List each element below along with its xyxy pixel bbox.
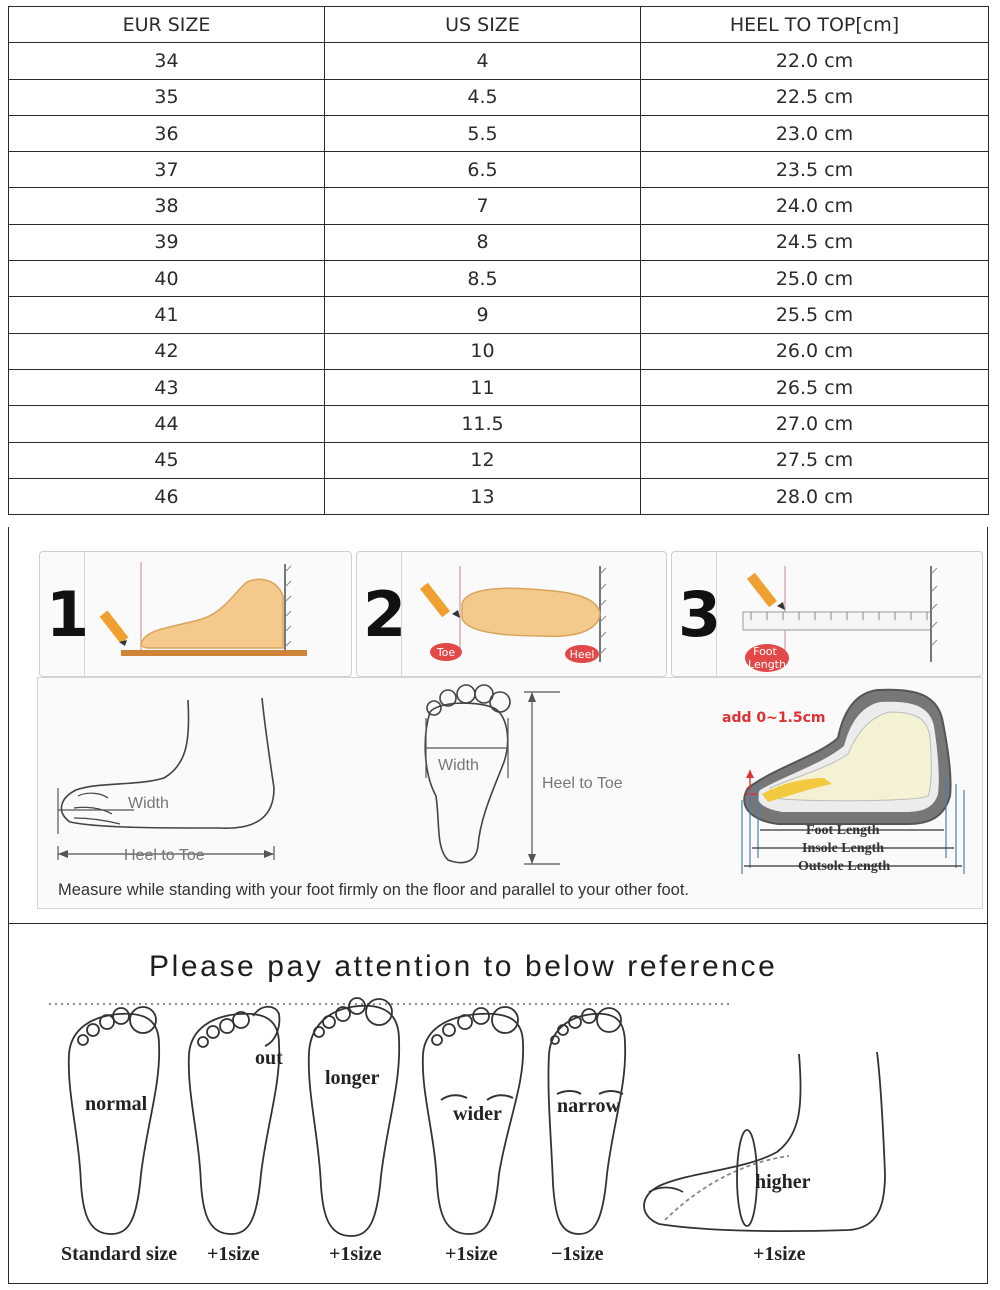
eur-size-cell: 43: [9, 369, 325, 405]
heel-to-top-cell: 24.0 cm: [641, 188, 989, 224]
step-3-panel: [671, 551, 983, 677]
us-size-cell: 5.5: [325, 115, 641, 151]
us-size-cell: 11.5: [325, 406, 641, 442]
header-us-size: US SIZE: [325, 7, 641, 43]
table-header-row: [9, 7, 989, 43]
us-size-cell: 8.5: [325, 261, 641, 297]
side-width-label: Width: [128, 795, 169, 812]
header-eur-size: EUR SIZE: [9, 7, 325, 43]
foot-length-tag-line1: Foot: [753, 645, 777, 658]
standard-size-label: Standard size: [61, 1243, 178, 1265]
foot-type-longer-label: longer: [325, 1067, 380, 1089]
foot-measurement-diagrams: [38, 678, 982, 874]
eur-size-cell: 42: [9, 333, 325, 369]
top-width-label: Width: [438, 757, 479, 774]
heel-to-top-cell: 25.0 cm: [641, 261, 989, 297]
step-1-illustration: [85, 552, 349, 676]
us-size-cell: 11: [325, 369, 641, 405]
table-row: [9, 442, 989, 478]
narrow-size-label: −1size: [551, 1243, 604, 1265]
heel-to-top-cell: 27.0 cm: [641, 406, 989, 442]
table-row: [9, 478, 989, 514]
table-row: [9, 224, 989, 260]
step-2-illustration: [402, 552, 664, 676]
table-row: [9, 79, 989, 115]
foot-type-narrow-label: narrow: [557, 1095, 620, 1117]
step-3-illustration: [717, 552, 979, 676]
eur-size-cell: 39: [9, 224, 325, 260]
eur-size-cell: 40: [9, 261, 325, 297]
heel-to-top-cell: 27.5 cm: [641, 442, 989, 478]
table-row: [9, 152, 989, 188]
pencil-icon: [420, 583, 460, 618]
outsole-length-label: Outsole Length: [798, 859, 891, 874]
eur-size-cell: 38: [9, 188, 325, 224]
heel-to-top-cell: 28.0 cm: [641, 478, 989, 514]
eur-size-cell: 45: [9, 442, 325, 478]
us-size-cell: 6.5: [325, 152, 641, 188]
table-row: [9, 188, 989, 224]
heel-to-top-cell: 22.0 cm: [641, 43, 989, 79]
eur-size-cell: 37: [9, 152, 325, 188]
heel-tag: Heel: [569, 648, 595, 661]
measure-instruction: Measure while standing with your foot firmly on the floor and parallel to your other foot.: [58, 881, 689, 899]
table-row: [9, 406, 989, 442]
foot-type-normal-label: normal: [85, 1093, 148, 1115]
allowance-label: add 0~1.5cm: [722, 710, 826, 726]
wider-size-label: +1size: [445, 1243, 498, 1265]
step-1-panel: [39, 551, 352, 677]
step-2-panel: [356, 551, 667, 677]
toe-tag: Toe: [436, 646, 456, 659]
reference-title: Please pay attention to below reference: [149, 950, 778, 983]
size-chart-table: [8, 6, 989, 515]
step-number: 3: [678, 578, 722, 651]
table-row: [9, 261, 989, 297]
foot-type-illustrations: [9, 924, 985, 1282]
foot-length-label: Foot Length: [806, 823, 880, 838]
heel-to-top-cell: 22.5 cm: [641, 79, 989, 115]
step-number: 1: [46, 578, 90, 651]
table-row: [9, 43, 989, 79]
table-row: [9, 333, 989, 369]
us-size-cell: 9: [325, 297, 641, 333]
foot-type-out-label: out: [255, 1047, 283, 1069]
table-row: [9, 369, 989, 405]
insole-length-label: Insole Length: [802, 841, 885, 856]
eur-size-cell: 41: [9, 297, 325, 333]
heel-to-top-cell: 23.5 cm: [641, 152, 989, 188]
foot-length-tag-line2: Length: [748, 658, 786, 671]
eur-size-cell: 34: [9, 43, 325, 79]
step-number: 2: [363, 578, 407, 651]
pencil-icon: [747, 573, 785, 610]
pencil-icon: [100, 611, 129, 646]
out-size-label: +1size: [207, 1243, 260, 1265]
heel-to-top-cell: 26.5 cm: [641, 369, 989, 405]
eur-size-cell: 36: [9, 115, 325, 151]
us-size-cell: 13: [325, 478, 641, 514]
eur-size-cell: 35: [9, 79, 325, 115]
foot-diagram-panel: [37, 677, 983, 909]
header-heel-to-top: HEEL TO TOP[cm]: [641, 7, 989, 43]
table-row: [9, 115, 989, 151]
eur-size-cell: 46: [9, 478, 325, 514]
us-size-cell: 10: [325, 333, 641, 369]
side-length-label: Heel to Toe: [124, 847, 205, 864]
us-size-cell: 12: [325, 442, 641, 478]
foot-type-wider-label: wider: [453, 1103, 502, 1125]
foot-type-higher-label: higher: [755, 1171, 811, 1193]
table-row: [9, 297, 989, 333]
us-size-cell: 7: [325, 188, 641, 224]
us-size-cell: 4.5: [325, 79, 641, 115]
us-size-cell: 4: [325, 43, 641, 79]
fit-reference: [8, 924, 988, 1284]
measuring-guide: [8, 527, 988, 924]
top-length-label: Heel to Toe: [542, 775, 623, 792]
us-size-cell: 8: [325, 224, 641, 260]
longer-size-label: +1size: [329, 1243, 382, 1265]
heel-to-top-cell: 25.5 cm: [641, 297, 989, 333]
higher-size-label: +1size: [753, 1243, 806, 1265]
eur-size-cell: 44: [9, 406, 325, 442]
heel-to-top-cell: 24.5 cm: [641, 224, 989, 260]
heel-to-top-cell: 23.0 cm: [641, 115, 989, 151]
heel-to-top-cell: 26.0 cm: [641, 333, 989, 369]
